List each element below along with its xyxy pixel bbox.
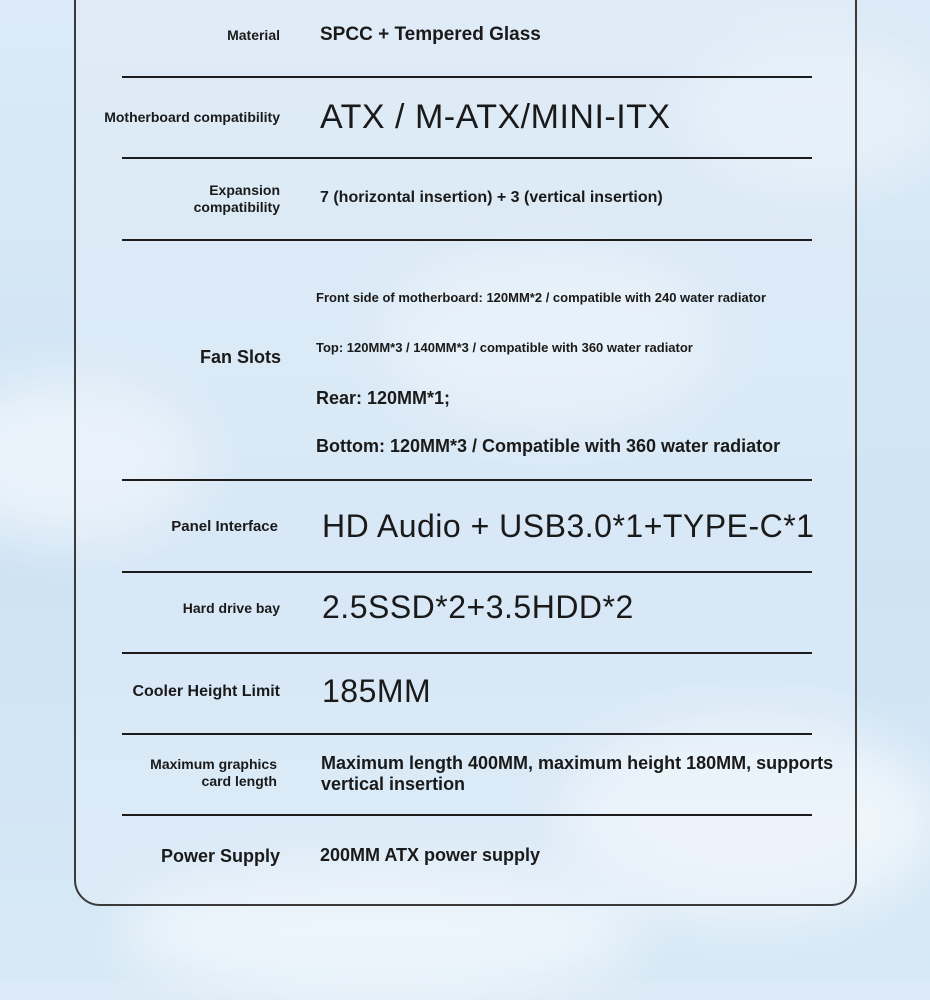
fan-top-value: Top: 120MM*3 / 140MM*3 / compatible with 360 water radiator: [316, 340, 693, 355]
divider: [122, 479, 812, 481]
motherboard-value: ATX / M-ATX/MINI-ITX: [320, 98, 671, 136]
expansion-label: [194, 182, 280, 216]
motherboard-label: Motherboard compatibility: [104, 109, 280, 125]
fan-rear-value: Rear: 120MM*1;: [316, 388, 451, 408]
graphics-label-line2: card length: [201, 772, 277, 789]
hard-drive-value: 2.5SSD*2+3.5HDD*2: [322, 589, 634, 625]
divider: [122, 239, 812, 241]
divider: [122, 733, 812, 735]
expansion-value: 7 (horizontal insertion) + 3 (vertical insertion): [320, 189, 663, 206]
cooler-label: Cooler Height Limit: [132, 683, 280, 700]
power-supply-label: Power Supply: [160, 846, 280, 866]
hard-drive-label: Hard drive bay: [182, 600, 280, 616]
divider: [122, 571, 812, 573]
graphics-label: [150, 756, 277, 790]
graphics-value-line1: Maximum length 400MM, maximum height 180MM, supports: [321, 753, 834, 773]
fan-slots-label: Fan Slots: [199, 347, 281, 367]
expansion-label-line2: compatibility: [193, 198, 280, 215]
material-label: Material: [227, 27, 280, 43]
cooler-value: 185MM: [322, 673, 432, 709]
graphics-value: [321, 753, 833, 795]
divider: [122, 157, 812, 159]
power-supply-value: 200MM ATX power supply: [320, 845, 541, 865]
divider: [122, 814, 812, 816]
fan-bottom-value: Bottom: 120MM*3 / Compatible with 360 water radiator: [316, 436, 781, 456]
material-value: SPCC + Tempered Glass: [320, 24, 541, 45]
expansion-label-line1: Expansion: [209, 182, 280, 198]
graphics-value-line2: vertical insertion: [321, 774, 466, 794]
panel-interface-value: HD Audio + USB3.0*1+TYPE-C*1: [322, 508, 815, 544]
fan-front-value: Front side of motherboard: 120MM*2 / compatible with 240 water radiator: [316, 290, 767, 305]
divider: [122, 76, 812, 78]
panel-interface-label: Panel Interface: [171, 518, 278, 535]
graphics-label-line1: Maximum graphics: [150, 756, 277, 772]
divider: [122, 652, 812, 654]
